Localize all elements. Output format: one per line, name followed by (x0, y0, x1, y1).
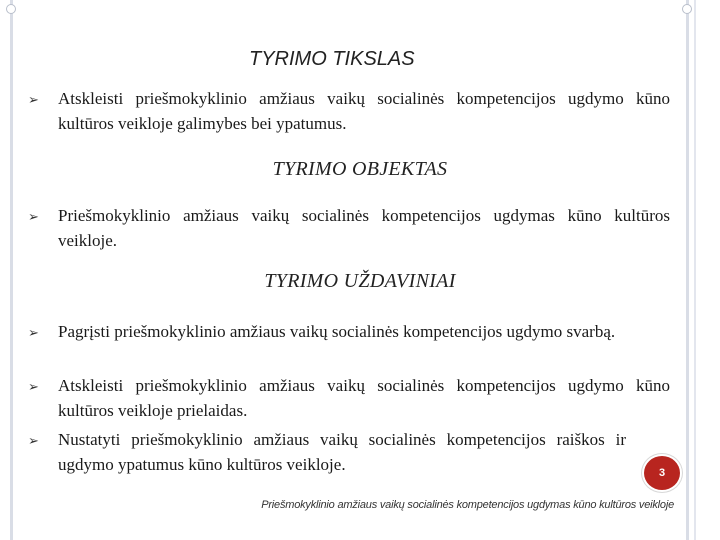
task-item-text: Atskleisti priešmokyklinio amžiaus vaikų socialinės kompetencijos ugdymo kūno kultūros veikloje prielaidas. (58, 376, 670, 420)
arrow-bullet-icon: ➢ (28, 325, 39, 340)
arrow-bullet-icon: ➢ (28, 209, 39, 224)
arrow-bullet-icon: ➢ (28, 433, 39, 448)
tasks-heading: TYRIMO UŽDAVINIAI (264, 270, 456, 292)
arrow-bullet-icon: ➢ (28, 379, 39, 394)
arrow-bullet-icon: ➢ (28, 92, 39, 107)
page-number-badge: 3 (644, 456, 680, 490)
goal-item-text: Atskleisti priešmokyklinio amžiaus vaikų socialinės kompetencijos ugdymo kūno kultūros veikloje galimybes bei ypatumus. (58, 89, 670, 133)
goal-heading: TYRIMO TIKSLAS (249, 48, 415, 70)
frame-corner-dot (6, 4, 16, 14)
task-item-text: Pagrįsti priešmokyklinio amžiaus vaikų socialinės kompetencijos ugdymo svarbą. (58, 322, 616, 341)
task-item (28, 427, 670, 477)
task-item-text: Nustatyti priešmokyklinio amžiaus vaikų socialinės kompetencijos raiškos ir ugdymo ypatumus kūno kultūros veikloje. (58, 430, 626, 474)
footer-text: Priešmokyklinio amžiaus vaikų socialinės kompetencijos ugdymas kūno kultūros veikloje (261, 499, 674, 511)
frame-corner-dot (682, 4, 692, 14)
task-item (28, 373, 670, 423)
object-item (28, 203, 670, 253)
object-item-text: Priešmokyklinio amžiaus vaikų socialinės kompetencijos ugdymas kūno kultūros veikloje. (58, 206, 670, 250)
object-heading: TYRIMO OBJEKTAS (272, 158, 448, 180)
goal-item (28, 86, 670, 136)
task-item (28, 319, 670, 344)
